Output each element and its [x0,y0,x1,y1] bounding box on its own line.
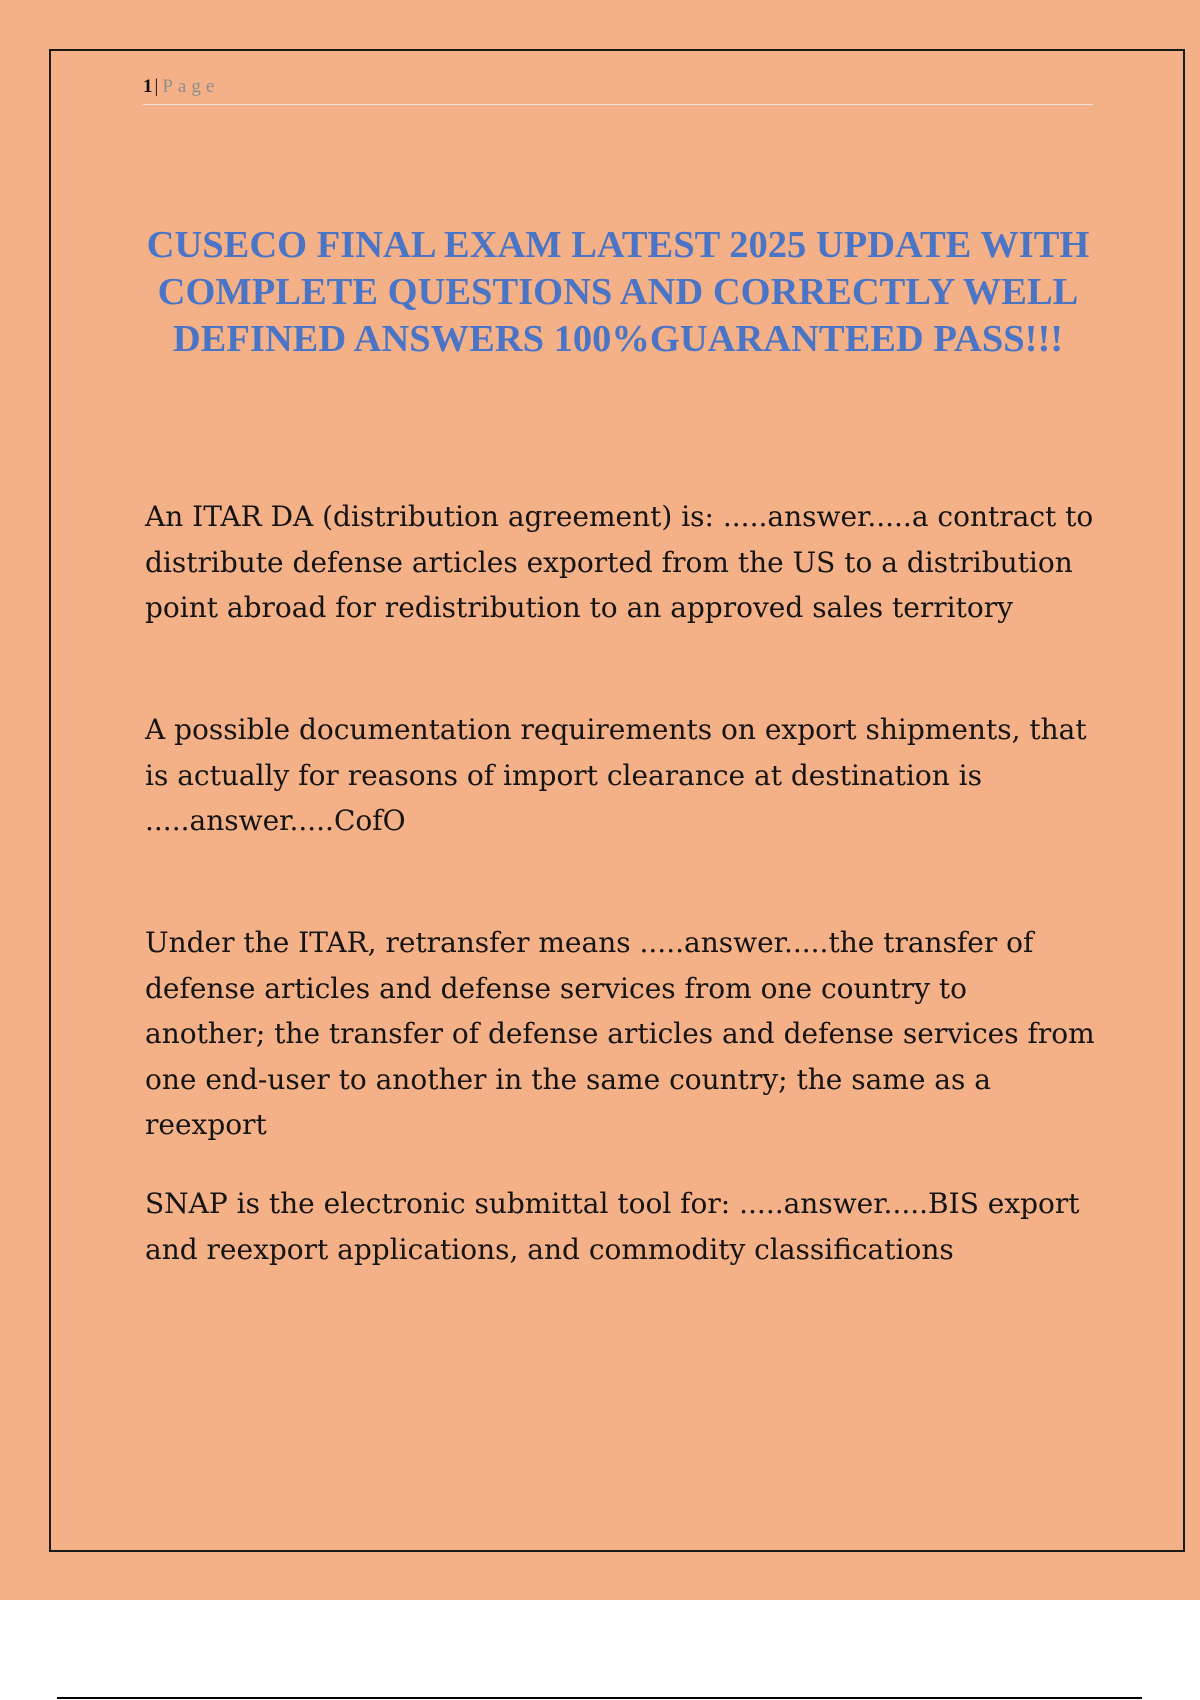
page-number-separator: | [154,76,159,97]
page-number: 1 [143,76,153,97]
qa-item: A possible documentation requirements on export shipments, that is actually for reasons of import clearance at destination is .....answer.....CofO [145,713,1087,837]
page-label: Page [162,76,220,97]
bottom-divider [57,1697,1142,1699]
qa-item: Under the ITAR, retransfer means .....answer.....the transfer of defense articles and defense services from one country to another; the transfer of defense articles and defense services from one end-user to another in the same country; the same as a reexport [145,926,1095,1141]
page-header [143,74,1093,105]
document-title: CUSECO FINAL EXAM LATEST 2025 UPDATE WITH COMPLETE QUESTIONS AND CORRECTLY WELL DEFINED ANSWERS 100%GUARANTEED PASS!!! [146,224,1090,360]
qa-item: SNAP is the electronic submittal tool for: .....answer.....BIS export and reexport applications, and commodity classifications [145,1187,1080,1266]
qa-item: An ITAR DA (distribution agreement) is: .....answer.....a contract to distribute defense articles exported from the US to a distribution point abroad for redistribution to an approved sales territory [145,500,1094,624]
